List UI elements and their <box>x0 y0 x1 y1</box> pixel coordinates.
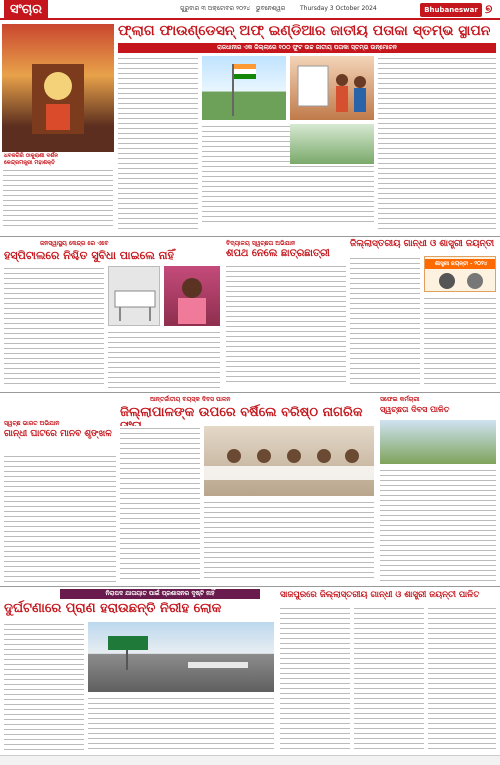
chain-headline: ଗାନ୍ଧୀ ଘାଟରେ ମାନବ ଶୃଙ୍ଖଳ <box>4 429 112 439</box>
plaque-photo <box>290 124 374 164</box>
flag-photo <box>202 56 286 120</box>
divider <box>0 392 500 393</box>
inauguration-photo <box>290 56 374 120</box>
divider <box>0 586 500 587</box>
masthead <box>0 0 500 20</box>
sajapur-body-col1 <box>280 606 350 752</box>
seniors-photo <box>204 426 374 496</box>
accident-headline: ଦୁର୍ଘଟଣାରେ ପ୍ରାଣ ହରାଉଛନ୍ତି ନିରୀହ ଲୋକ <box>4 601 222 616</box>
temple-photo <box>2 24 114 152</box>
seniors-body-col1 <box>120 426 200 581</box>
sanitation-body <box>380 468 496 582</box>
sanitation-photo <box>380 420 496 464</box>
sanitation-headline: ସ୍ୱଚ୍ଛତା ଦିବସ ପାଳିତ <box>380 405 450 414</box>
flag-subheadline: ରାଜଧାନୀର ଏକ ଜିଲ୍ଲାରେ ୧୦୦ ଫୁଟ ଉଚ୍ଚ ଜାତୀୟ ପତାକା ସ୍ତମ୍ଭ ଉନ୍ମୋଚନ <box>118 43 496 53</box>
pledge-body <box>226 264 346 384</box>
chain-body <box>4 454 116 582</box>
temple-body <box>3 168 113 228</box>
patient-photo <box>164 266 220 326</box>
date-english: Thursday 3 October 2024 <box>300 5 377 12</box>
flag-body-col4 <box>378 56 496 231</box>
gandhi-body-col1 <box>350 256 420 386</box>
gandhi-badge: ଶାସ୍ତ୍ରୀ ଜୟନ୍ତୀ - ୨୦୨୪ <box>425 259 496 269</box>
sajapur-headline: ସାଜପୁରରେ ଜିଲ୍ଲାସ୍ତରୀୟ ଗାନ୍ଧୀ ଓ ଶାସ୍ତ୍ରୀ ଜୟନ୍ତୀ ପାଳିତ <box>280 590 480 600</box>
seniors-body-col2 <box>204 500 374 582</box>
sajapur-body-col2 <box>354 606 424 752</box>
date-odia: ଗୁରୁବାର ୩ ଅକ୍ଟୋବର ୨୦୨୪ ଭୁବନେଶ୍ୱର <box>180 5 286 12</box>
hospital-body-col1 <box>4 266 104 386</box>
newspaper-logo: ସଂଚାର <box>4 0 48 20</box>
city-badge: Bhubaneswar <box>420 3 482 17</box>
flag-icon <box>202 56 286 120</box>
temple-caption: ଧବଳଗିରି ଠାକୁରାଣୀ ଦର୍ଶନ କେନ୍ଦ୍ରମନ୍ତ୍ରୀ ମହାଶକ୍ତି <box>4 153 59 166</box>
gandhi-badge-box <box>424 256 496 292</box>
road-photo <box>88 622 274 692</box>
accident-body-col2 <box>88 696 274 752</box>
hospital-body-col2 <box>108 330 220 390</box>
page-number: ୭ <box>485 2 493 16</box>
gandhi-body-col2 <box>424 296 496 386</box>
chain-kicker: ସ୍ୱଚ୍ଛ ଭାରତ ଅଭିଯାନ <box>4 420 60 427</box>
accident-body-col1 <box>4 622 84 752</box>
footer-bar <box>0 755 500 765</box>
accident-kicker: ନିରାପଦ ଯାତାୟାତ ପାଇଁ ପ୍ରଶାସନର ଦୃଷ୍ଟି ନାହିଁ <box>60 589 260 599</box>
hospital-photo <box>108 266 160 326</box>
sanitation-kicker: ସଫେଇ କର୍ମଚାରୀ <box>380 396 420 403</box>
gandhi-headline: ଜିଲ୍ଲାସ୍ତରୀୟ ଗାନ୍ଧୀ ଓ ଶାସ୍ତ୍ରୀ ଜୟନ୍ତୀ <box>350 239 495 249</box>
divider <box>0 236 500 237</box>
pledge-headline: ଶପଥ ନେଲେ ଛାତ୍ରଛାତ୍ରୀ <box>226 248 330 259</box>
flag-body-col1 <box>118 56 198 231</box>
hospital-headline: ହସ୍ପିଟାଲରେ ନିଶ୍ଚିତ ସୁବିଧା ପାଇଲେ ନାହିଁ <box>4 249 174 262</box>
seniors-kicker: ଆନ୍ତର୍ଜାତୀୟ ବୟସ୍କ ଦିବସ ପାଳନ <box>150 396 231 403</box>
pledge-kicker: ବିଦ୍ୟାଳୟ ସ୍ୱଚ୍ଛତା ଅଭିଯାନ <box>226 240 296 247</box>
hospital-kicker: ଜନସ୍ୱାସ୍ଥ୍ୟ କେନ୍ଦ୍ର ରେ ଏବେ <box>40 240 109 247</box>
seniors-headline: ଜିଲ୍ଲାପାଳଙ୍କ ଉପରେ ବର୍ଷିଲେ ବରିଷ୍ଠ ନାଗରିକ <box>120 405 363 420</box>
flag-headline: ଫ୍ଲାଗ ଫାଉଣ୍ଡେସନ୍ ଅଫ୍ ଇଣ୍ଡିଆର ଜାତୀୟ ପତାକା ସ୍ତମ୍ଭ ସ୍ଥାପନ <box>118 23 491 39</box>
sajapur-body-col3 <box>428 606 496 752</box>
